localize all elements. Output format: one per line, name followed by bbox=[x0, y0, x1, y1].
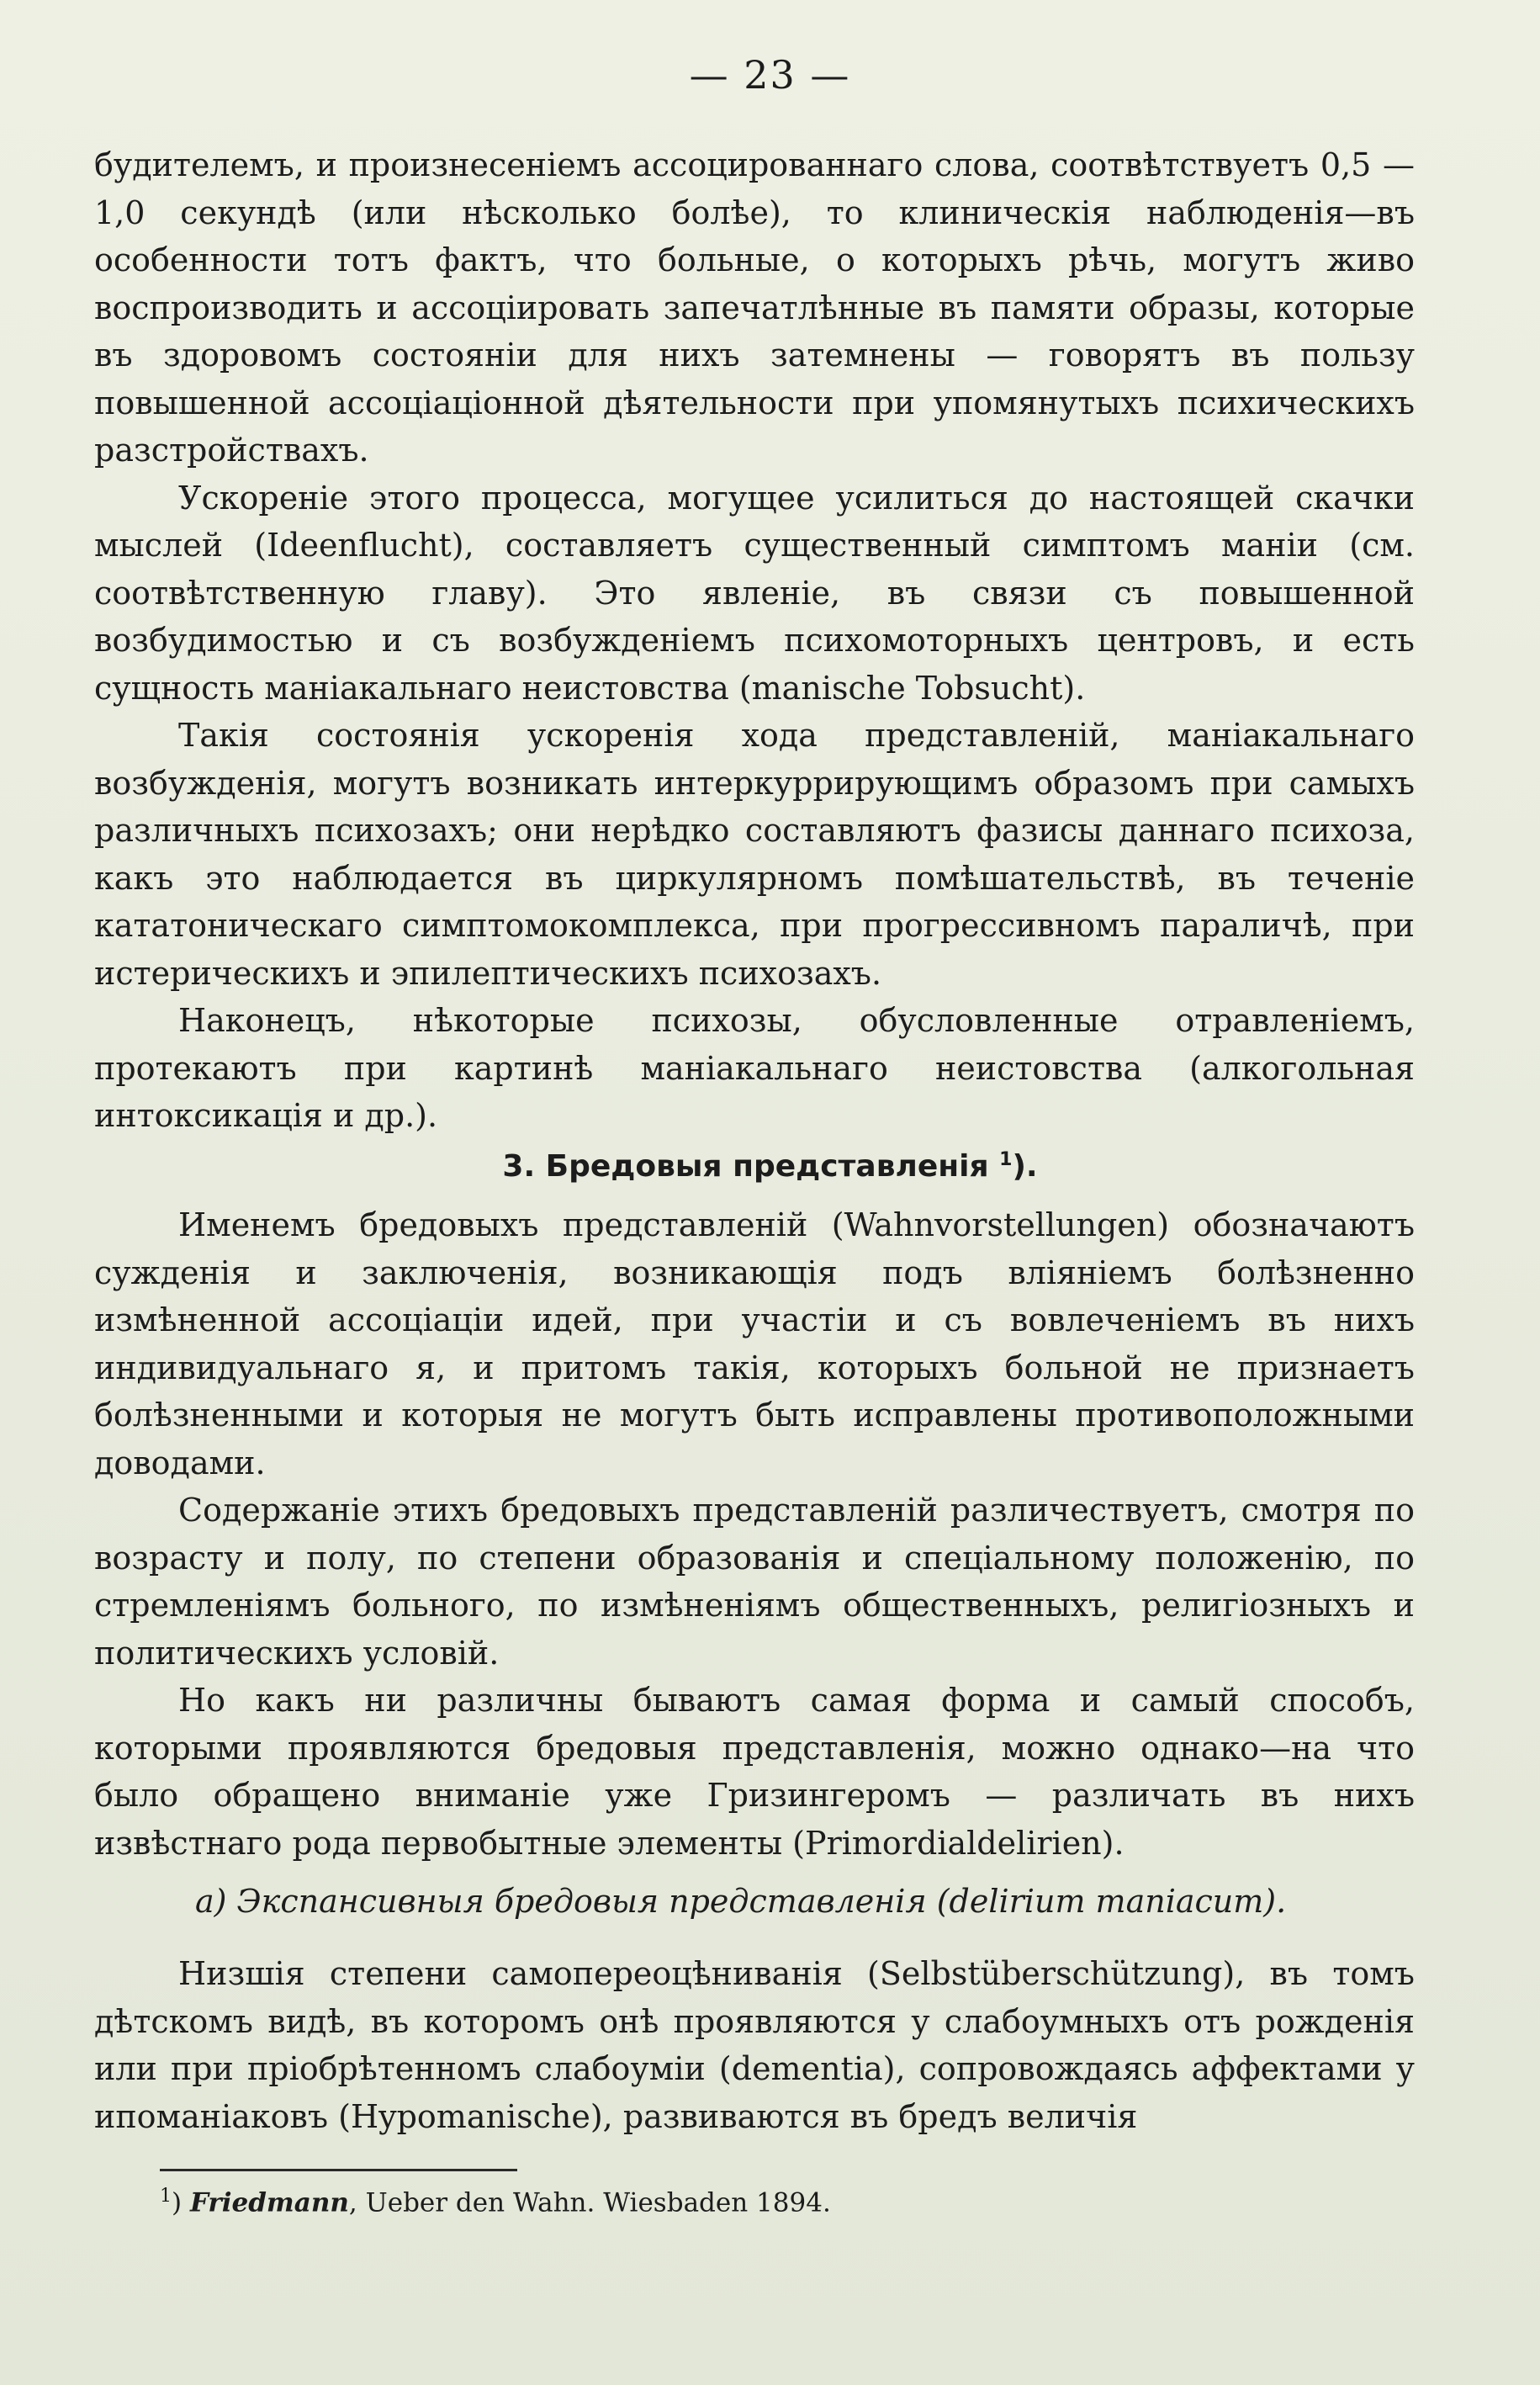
paragraph: Такія состоянія ускоренія хода представленій, маніакальнаго возбужденія, могутъ возникать интеркуррирующимъ образомъ при самыхъ различныхъ психозахъ; они нерѣдко составляютъ фазисы даннаго психоза, какъ это наблюдается въ циркулярномъ помѣшательствѣ, въ теченіе кататоническаго симптомокомплекса, при прогрессивномъ параличѣ, при истерическихъ и эпилептическихъ психозахъ. bbox=[94, 717, 1415, 992]
paragraph-continued: будителемъ, и произнесеніемъ ассоцированнаго слова, соотвѣтствуетъ 0,5 — 1,0 секундѣ (или нѣсколько болѣе), то клиническія наблюденія—въ особенности тотъ фактъ, что больные, о которыхъ рѣчь, могутъ живо воспроизводить и ассоціировать запечатлѣнные въ памяти образы, которые въ здоровомъ состояніи для нихъ затемнены — говорятъ въ пользу повышенной ассоціаціонной дѣятельности при упомянутыхъ психическихъ разстройствахъ. bbox=[94, 146, 1415, 469]
footnote-mark: 1 bbox=[160, 2186, 172, 2207]
section-heading bbox=[0, 1149, 1540, 1184]
paragraph: Ускореніе этого процесса, могущее усилиться до настоящей скачки мыслей (Ideenflucht), составляетъ существенный симптомъ маніи (см. соотвѣтственную главу). Это явленіе, въ связи съ повышенной возбудимостью и съ возбужденіемъ психомоторныхъ центровъ, и есть сущность маніакальнаго неистовства (manische Tobsucht). bbox=[94, 479, 1415, 707]
footnote-text: , Ueber den Wahn. Wiesbaden 1894. bbox=[348, 2187, 831, 2218]
paragraph: Наконецъ, нѣкоторые психозы, обусловленные отравленіемъ, протекаютъ при картинѣ маніакальнаго неистовства (алкогольная интоксикація и др.). bbox=[94, 1002, 1415, 1134]
body-text-top bbox=[94, 141, 1415, 1140]
body-text-bottom bbox=[94, 1950, 1415, 2140]
section-heading-tail: ). bbox=[1012, 1149, 1038, 1184]
subsection-heading: a) Экспансивныя бредовыя представленія (delirium maniacum). bbox=[195, 1883, 1287, 1920]
page-number: — 23 — bbox=[689, 52, 851, 98]
paragraph: Именемъ бредовыхъ представленій (Wahnvorstellungen) обозначаютъ сужденія и заключенія, возникающія подъ вліяніемъ болѣзненно измѣненной ассоціаціи идей, при участіи и съ вовлеченіемъ въ нихъ индивидуальнаго я, и притомъ такія, которыхъ больной не признаетъ болѣзненными и которыя не могутъ быть исправлены противоположными доводами. bbox=[94, 1206, 1415, 1481]
paragraph: Содержаніе этихъ бредовыхъ представленій различествуетъ, смотря по возрасту и полу, по степени образованія и спеціальному положенію, по стремленіямъ больного, по измѣненіямъ общественныхъ, религіозныхъ и политическихъ условій. bbox=[94, 1492, 1415, 1672]
footnote-divider bbox=[160, 2169, 517, 2171]
section-heading-text: 3. Бредовыя представленія bbox=[502, 1149, 989, 1184]
footnote: $^1$) Friedmann, Ueber den Wahn. Wiesbaden 1894. bbox=[160, 2186, 831, 2218]
paragraph: Но какъ ни различны бываютъ самая форма и самый способъ, которыми проявляются бредовыя представленія, можно однако—на что было обращено вниманіе уже Гризингеромъ — различать въ нихъ извѣстнаго рода первобытные элементы (Primordialdelirien). bbox=[94, 1682, 1415, 1862]
footnote-author: Friedmann bbox=[189, 2187, 349, 2218]
paragraph: Низшія степени самопереоцѣниванія (Selbstüberschützung), въ томъ дѣтскомъ видѣ, въ которомъ онѣ проявляются у слабоумныхъ отъ рожденія или при пріобрѣтенномъ слабоуміи (dementia), сопровождаясь аффектами у ипоманіаковъ (Hypomanische), развиваются въ бредъ величія bbox=[94, 1955, 1415, 2135]
body-text-middle bbox=[94, 1201, 1415, 1867]
footnote-reference: 1 bbox=[999, 1149, 1013, 1170]
